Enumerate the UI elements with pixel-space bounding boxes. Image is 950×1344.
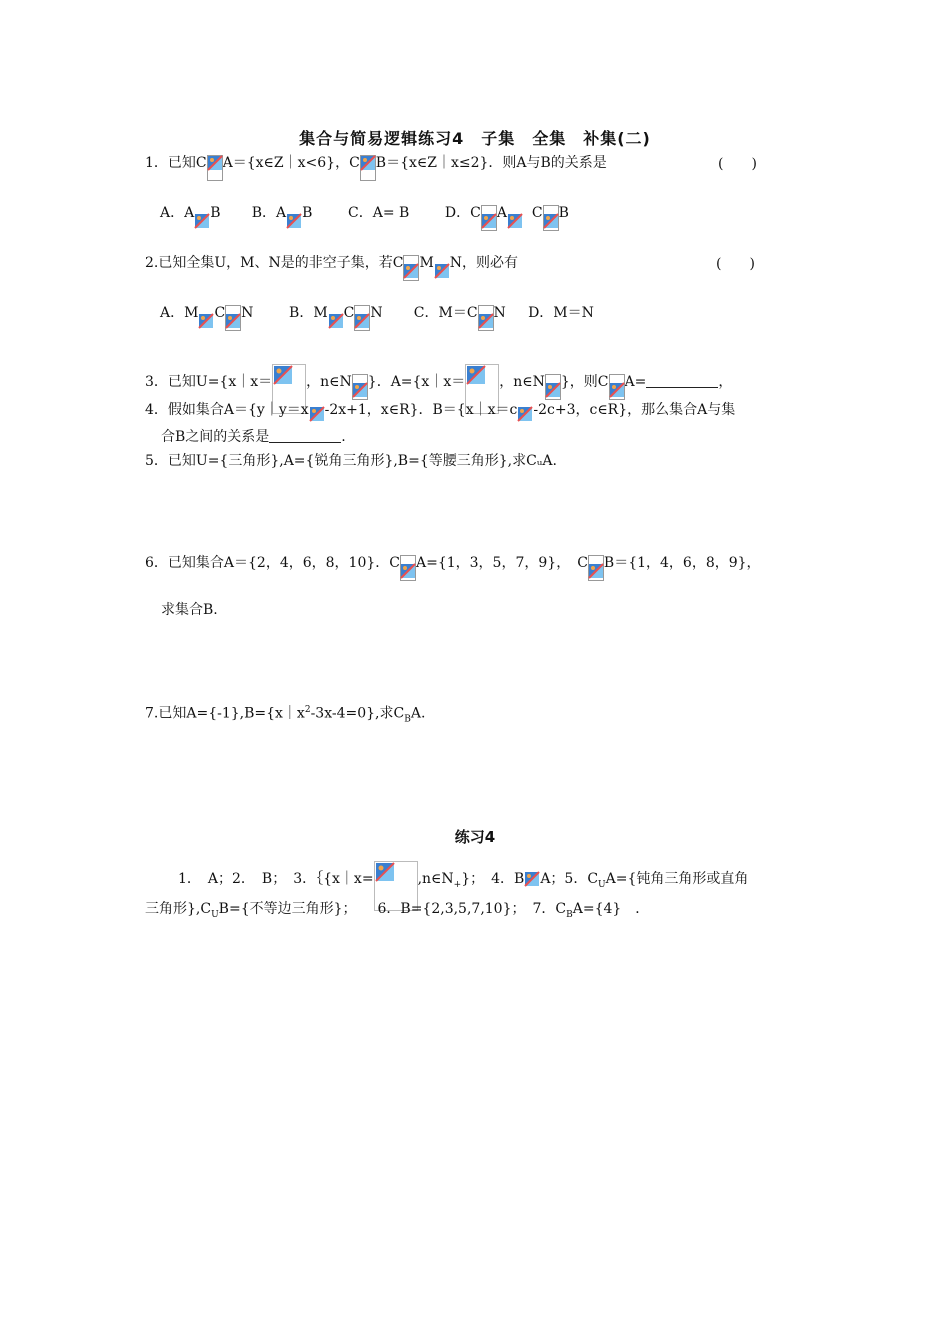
broken-image-icon	[225, 305, 241, 331]
broken-image-icon	[588, 555, 604, 581]
broken-image-icon	[400, 555, 416, 581]
broken-image-icon	[207, 155, 223, 181]
answer-blank[interactable]	[269, 428, 341, 443]
question-6-line-2: 求集合B.	[161, 602, 218, 618]
broken-image-icon	[328, 305, 344, 331]
question-3: 3．已知U={x｜x＝ ，n∈N }．A={x｜x＝ ，n∈N }，则C A= ，	[145, 364, 732, 414]
answers-line-2: 三角形}$,C_UB=${不等边三角形}； 6．B={2,3,5,7,10}； 7．$C_BA=\{4\}$ ．	[145, 901, 650, 920]
broken-image-icon	[354, 305, 370, 331]
broken-image-icon	[352, 374, 368, 400]
broken-image-icon	[434, 255, 450, 281]
broken-image-icon	[198, 305, 214, 331]
question-5: 5．已知U={三角形},A={锐角三角形},B={等腰三角形},求CᵤA.	[145, 453, 557, 469]
answers-line-1: 1． A；2． B； 3．｛{x｜x= $,n\in N_+$}； 4．B A；5．$C_UA=${钝角三角形或直角	[178, 861, 748, 911]
broken-image-icon	[194, 205, 210, 231]
broken-image-icon	[403, 255, 419, 281]
question-6: 6．已知集合A＝{2，4，6，8，10}．C A={1，3，5，7，9}， C B＝{1，4，6，8，9}，	[145, 553, 761, 581]
question-7: 7.已知$A=\{-1\},B=\{x|x^2-3x-4=0\}$,求$C_BA$.	[145, 705, 426, 725]
answers-title: 练习4	[454, 828, 496, 846]
question-1-options: A．A B B．A B C．A= B D．C A C B	[160, 203, 569, 231]
question-4-line-2: 合B之间的关系是 .	[161, 429, 346, 445]
answer-blank[interactable]	[646, 373, 718, 388]
broken-image-icon	[517, 402, 533, 428]
question-4-line-1: 4．假如集合A＝{y｜y＝x -2x+1，x∈R}．B＝{x｜x＝c -2c+3，c∈R}，那么集合A与集	[145, 400, 735, 428]
question-2-options: A．M C N B．M C N C．M＝C N D．M＝N	[160, 303, 594, 331]
broken-image-icon	[507, 205, 523, 231]
answer-paren: ( )	[716, 256, 755, 272]
broken-image-icon	[545, 374, 561, 400]
page-title: 集合与简易逻辑练习4 子集 全集 补集(二)	[299, 129, 651, 148]
broken-image-icon	[524, 871, 540, 887]
answer-paren: ( )	[718, 156, 757, 172]
broken-image-icon	[286, 205, 302, 231]
broken-image-icon	[478, 305, 494, 331]
broken-image-icon	[543, 205, 559, 231]
broken-image-icon	[609, 374, 625, 400]
question-2: 2.已知全集U，M、N是的非空子集，若C M N，则必有	[145, 253, 518, 281]
broken-image-icon	[360, 155, 376, 181]
question-1: 1．已知C A＝{x∈Z｜x<6}，C B＝{x∈Z｜x≤2}．则A与B的关系是	[145, 153, 607, 181]
broken-image-icon	[309, 402, 325, 428]
broken-image-icon	[481, 205, 497, 231]
